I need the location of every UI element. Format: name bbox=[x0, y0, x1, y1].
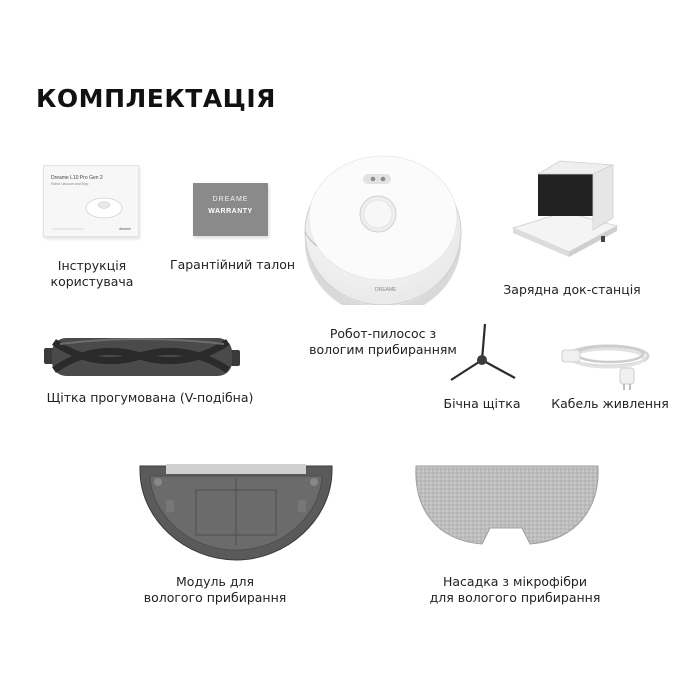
user-manual-image bbox=[43, 165, 139, 237]
warranty-brand: DREAME bbox=[212, 196, 249, 203]
warranty-card-image bbox=[193, 183, 268, 236]
rubber-brush-image bbox=[40, 320, 245, 395]
caption-mop-pad: Насадка з мікрофібри для вологого прибирання bbox=[429, 574, 601, 605]
robot-vacuum-image bbox=[295, 150, 470, 305]
side-brush-image bbox=[445, 320, 520, 390]
manual-cover-subtitle: Robot Vacuum and Mop bbox=[51, 182, 89, 186]
manual-robot-illustration bbox=[44, 166, 138, 236]
power-cable-image bbox=[550, 328, 660, 393]
robot-logo: DREAME bbox=[375, 287, 397, 293]
caption-mop-module: Модуль для вологого прибирання bbox=[143, 574, 287, 605]
caption-robot: Робот-пилосос з вологим прибиранням bbox=[309, 326, 457, 357]
warranty-word: WARRANTY bbox=[208, 208, 253, 215]
caption-warranty: Гарантійний талон bbox=[169, 257, 296, 272]
caption-brush: Щітка прогумована (V-подібна) bbox=[46, 390, 254, 405]
caption-manual: Інструкція користувача bbox=[50, 258, 134, 289]
manual-cover-title: Dreame L10 Pro Gen 2 bbox=[51, 175, 103, 181]
page-title: КОМПЛЕКТАЦІЯ bbox=[36, 84, 276, 113]
manual-logo: dreame bbox=[119, 227, 131, 231]
caption-cable: Кабель живлення bbox=[551, 396, 669, 411]
docking-station-image bbox=[505, 160, 625, 270]
caption-dock: Зарядна док-станція bbox=[503, 282, 641, 297]
mop-pad-image bbox=[410, 462, 605, 562]
caption-side-brush: Бічна щітка bbox=[443, 396, 521, 411]
mop-module-image bbox=[136, 460, 336, 565]
